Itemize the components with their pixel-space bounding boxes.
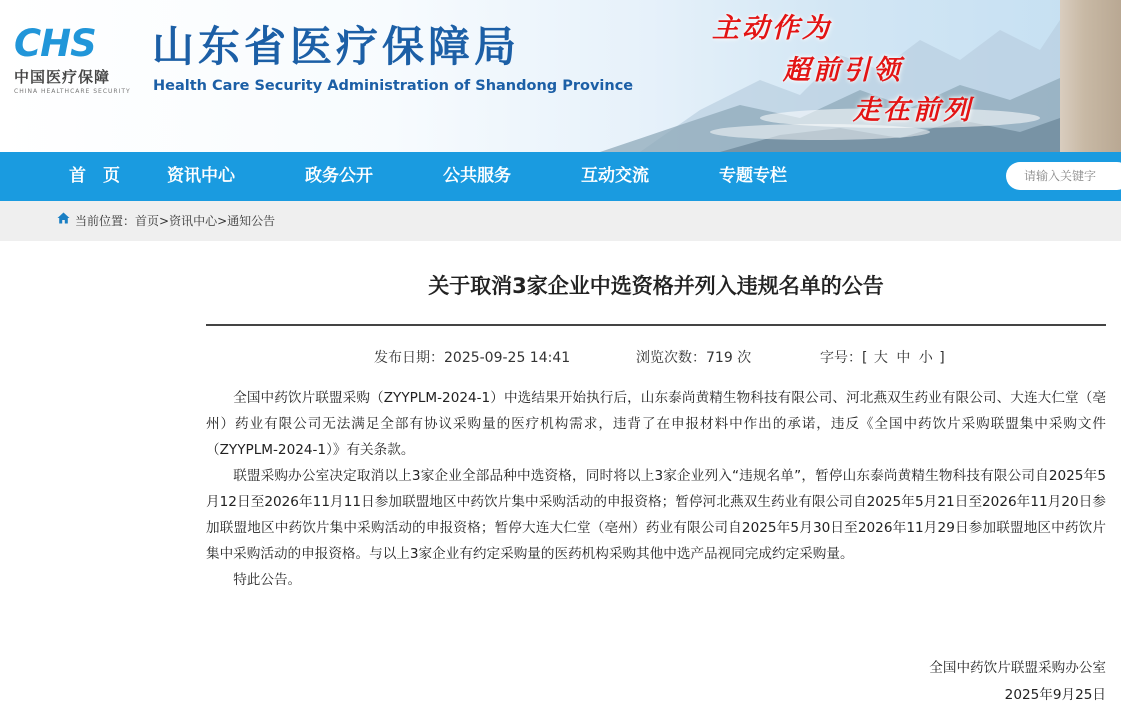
nav-item-special-topics[interactable]: 专题专栏 bbox=[719, 166, 787, 186]
view-count-value: 719 bbox=[706, 350, 733, 366]
view-count-unit: 次 bbox=[737, 350, 752, 366]
logo-en-text: CHINA HEALTHCARE SECURITY bbox=[14, 88, 131, 95]
chs-logo[interactable] bbox=[14, 22, 131, 98]
breadcrumb-separator: > bbox=[159, 214, 170, 228]
nav-item-home[interactable]: 首 页 bbox=[69, 166, 120, 186]
breadcrumb-notice-link[interactable]: 通知公告 bbox=[227, 214, 276, 228]
view-count-label: 浏览次数： bbox=[636, 350, 706, 366]
search-input[interactable] bbox=[1024, 162, 1121, 190]
search-box bbox=[1006, 162, 1121, 190]
breadcrumb-separator: > bbox=[217, 214, 228, 228]
site-banner bbox=[0, 0, 1121, 152]
font-size-small[interactable]: 小 bbox=[918, 350, 933, 366]
slogan-2: 超前引领 bbox=[783, 55, 903, 86]
breadcrumb-bar bbox=[0, 201, 1121, 241]
publish-date bbox=[374, 347, 570, 367]
nav-item-news-center[interactable]: 资讯中心 bbox=[167, 166, 235, 186]
publish-date-value: 2025-09-25 14:41 bbox=[444, 350, 571, 366]
nav-item-public-services[interactable]: 公共服务 bbox=[443, 166, 511, 186]
slogan-1: 主动作为 bbox=[712, 13, 832, 44]
font-size-label: 字号： bbox=[820, 350, 862, 366]
publish-date-label: 发布日期： bbox=[374, 350, 444, 366]
article-paragraph: 联盟采购办公室决定取消以上3家企业全部品种中选资格，同时将以上3家企业列入“违规名单”，暂停山东泰尚黄精生物科技有限公司自2025年5月12日至2026年11月11日参加联盟地区中药饮片集中采购活动的申报资格；暂停河北燕双生药业有限公司自2025年5月21日至2026年11月20日参加联盟地区中药饮片集中采购活动的申报资格；暂停大连大仁堂（亳州）药业有限公司自2025年5月30日至2026年11月29日参加联盟地区中药饮片集中采购活动的申报资格。与以上3家企业有约定采购量的医药机构采购其他中选产品视同完成约定采购量。 bbox=[206, 468, 1106, 562]
font-size-control: 字号：[ 大 中 小 ] bbox=[820, 350, 945, 366]
signature-org: 全国中药饮片联盟采购办公室 bbox=[929, 660, 1106, 676]
article-paragraph: 全国中药饮片联盟采购（ZYYPLM-2024-1）中选结果开始执行后，山东泰尚黄精生物科技有限公司、河北燕双生药业有限公司、大连大仁堂（亳州）药业有限公司无法满足全部有协议采购量的医疗机构需求，违背了在申报材料中作出的承诺，违反《全国中药饮片采购联盟集中采购文件（ZYYPLM-2024-1）》有关条款。 bbox=[206, 390, 1106, 458]
breadcrumb-news-link[interactable]: 资讯中心 bbox=[169, 214, 218, 228]
breadcrumb bbox=[57, 201, 275, 241]
home-icon bbox=[57, 200, 70, 240]
article-body bbox=[206, 385, 1106, 593]
logo-mark: CHS bbox=[14, 22, 96, 65]
font-size-medium[interactable]: 中 bbox=[896, 350, 911, 366]
font-size-large[interactable]: 大 bbox=[873, 350, 888, 366]
breadcrumb-home-link[interactable]: 首页 bbox=[135, 214, 160, 228]
inscribed-rock-image bbox=[1060, 0, 1121, 152]
slogan-3: 走在前列 bbox=[853, 95, 973, 126]
article-paragraph: 特此公告。 bbox=[233, 572, 302, 588]
breadcrumb-prefix: 当前位置： bbox=[75, 214, 136, 228]
title-divider bbox=[206, 324, 1106, 326]
site-subtitle: Health Care Security Administration of Shandong Province bbox=[153, 78, 634, 94]
view-count bbox=[636, 347, 751, 367]
logo-cn-text: 中国医疗保障 bbox=[14, 68, 111, 86]
site-title: 山东省医疗保障局 bbox=[152, 22, 521, 71]
nav-item-interaction[interactable]: 互动交流 bbox=[581, 166, 649, 186]
main-nav bbox=[0, 152, 1121, 201]
article-title: 关于取消3家企业中选资格并列入违规名单的公告 bbox=[428, 274, 884, 298]
signature-date: 2025年9月25日 bbox=[1004, 687, 1106, 703]
nav-item-government-affairs[interactable]: 政务公开 bbox=[305, 166, 373, 186]
